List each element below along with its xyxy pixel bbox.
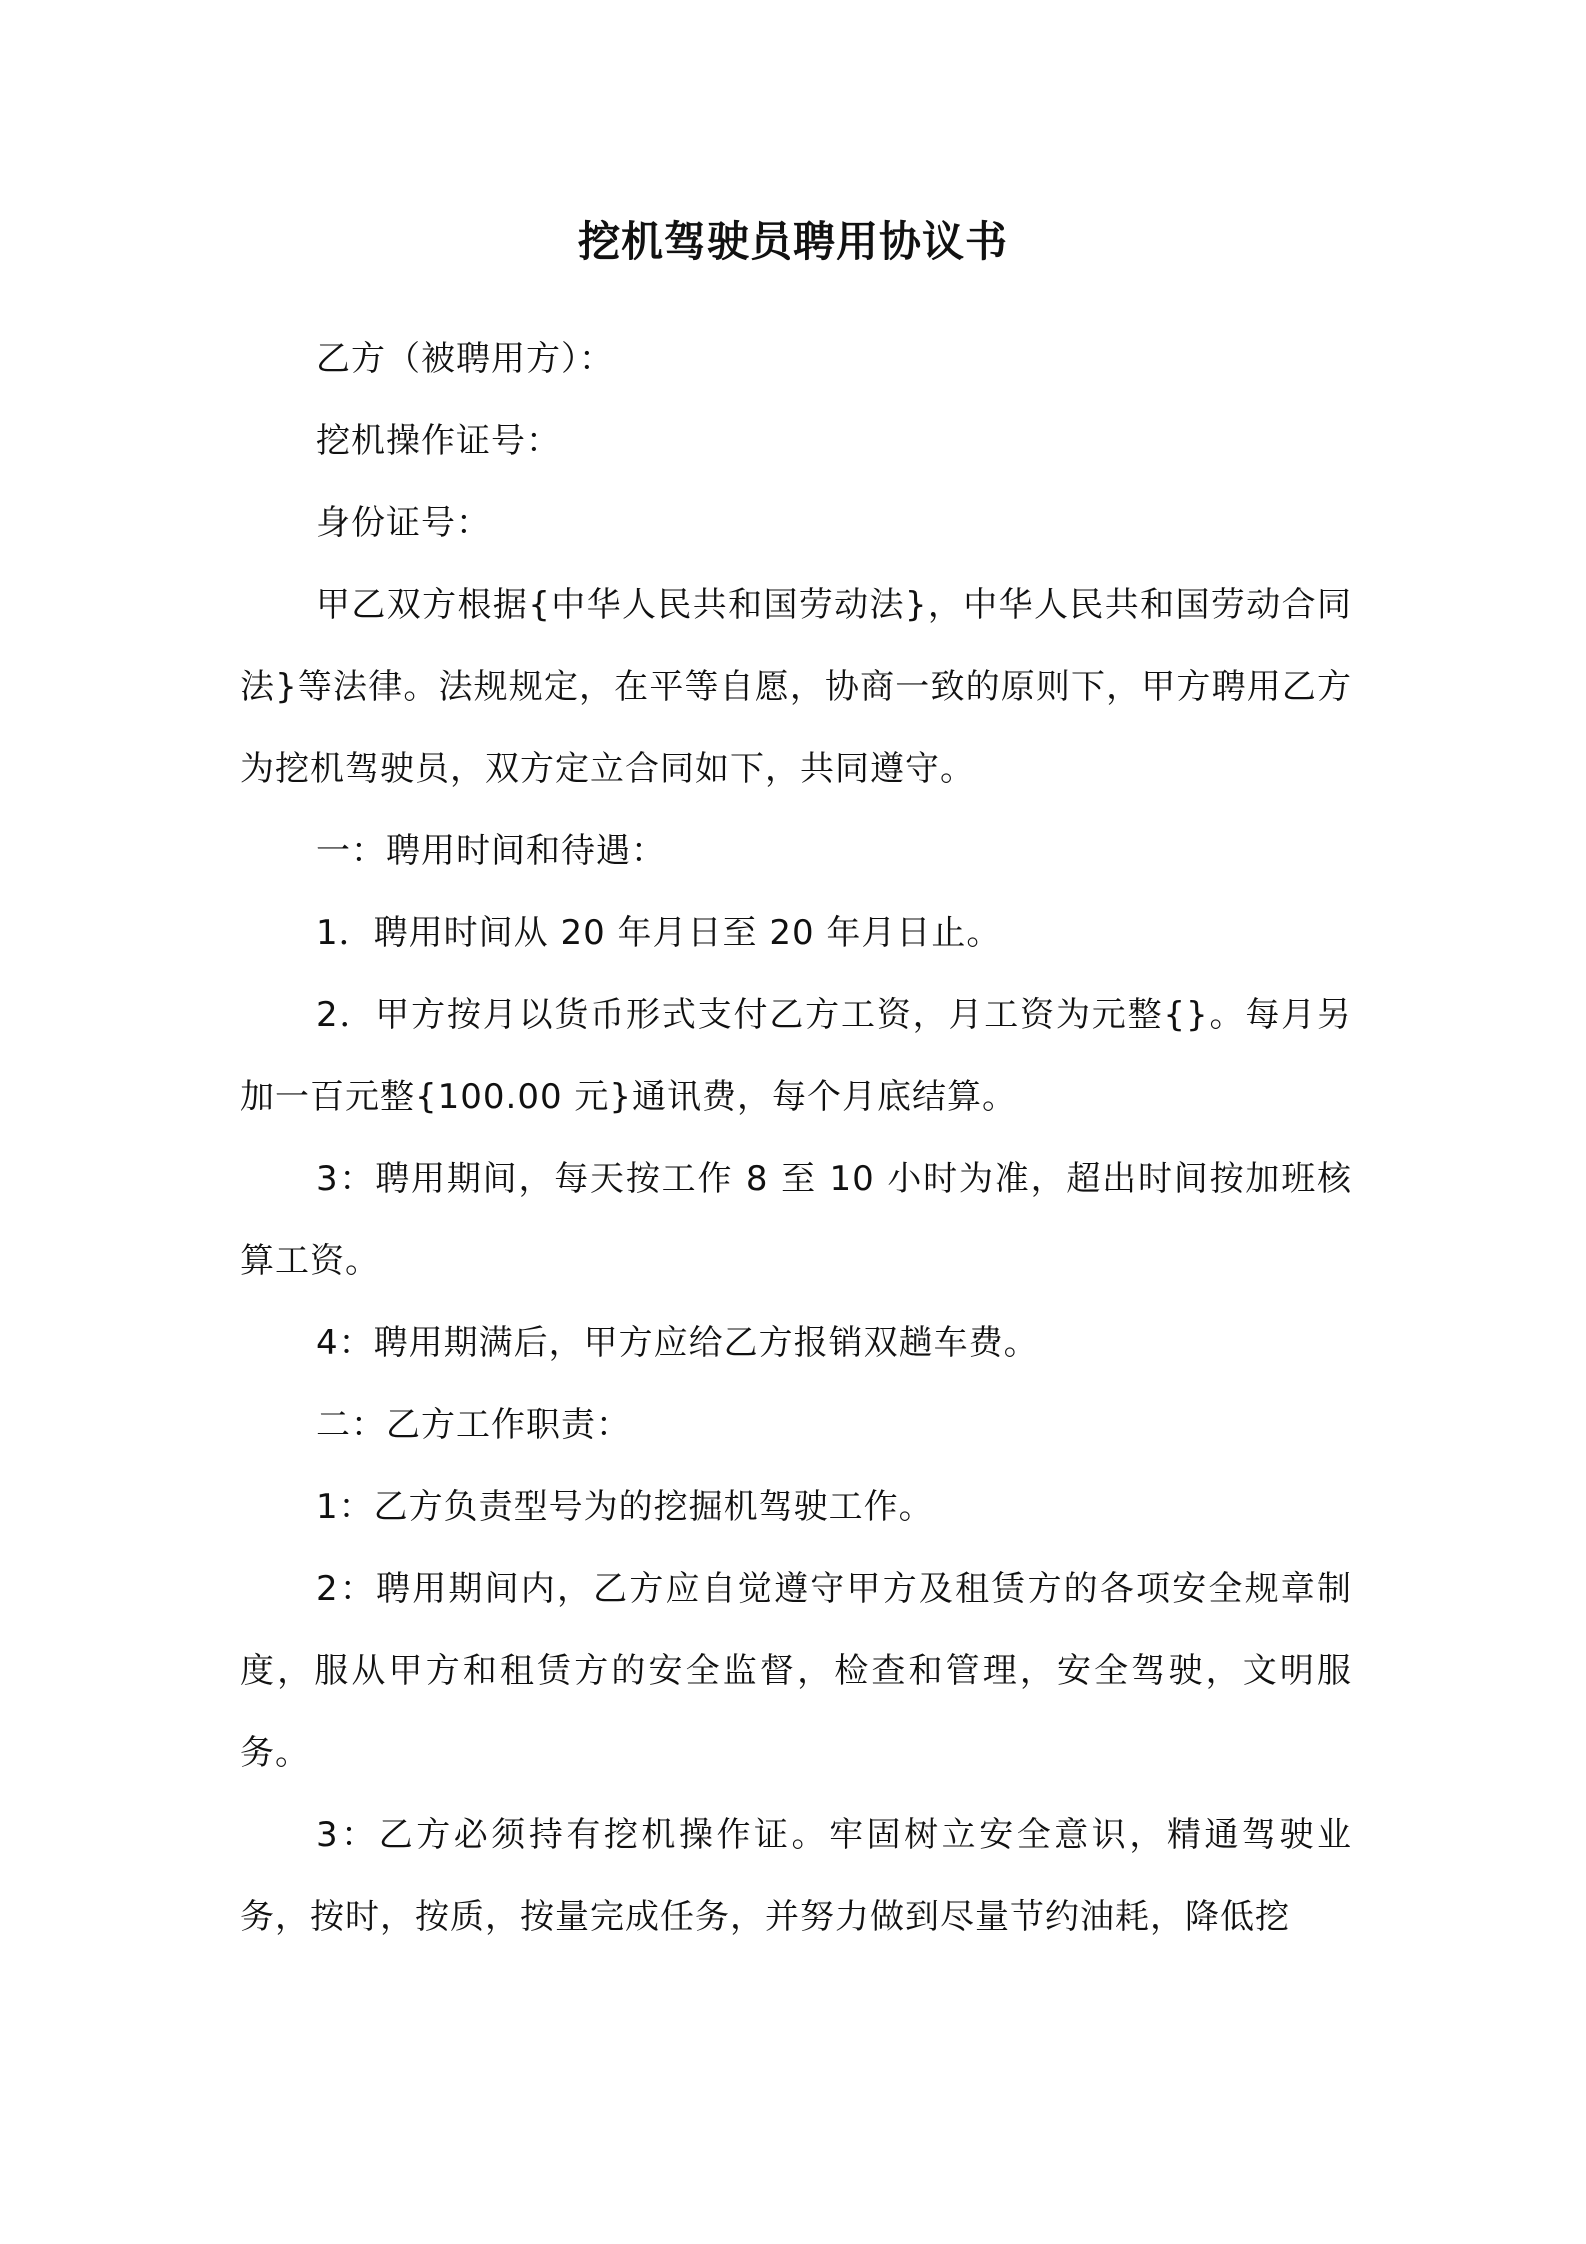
preamble-paragraph: 甲乙双方根据{中华人民共和国劳动法}，中华人民共和国劳动合同法}等法律。法规规定，在平等自愿，协商一致的原则下，甲方聘用乙方为挖机驾驶员，双方定立合同如下，共同遵守。 bbox=[240, 585, 1352, 789]
section-1-heading: 一：聘用时间和待遇： bbox=[316, 831, 666, 871]
id-number-line: 身份证号： bbox=[316, 503, 491, 543]
section-2-heading: 二：乙方工作职责： bbox=[316, 1405, 631, 1445]
section-2-item-3: 3：乙方必须持有挖机操作证。牢固树立安全意识，精通驾驶业务，按时，按质，按量完成任务，并努力做到尽量节约油耗，降低挖 bbox=[240, 1815, 1352, 1937]
section-2-item-2: 2：聘用期间内，乙方应自觉遵守甲方及租赁方的各项安全规章制度，服从甲方和租赁方的安全监督，检查和管理，安全驾驶，文明服务。 bbox=[240, 1569, 1352, 1773]
operator-cert-line: 挖机操作证号： bbox=[316, 421, 561, 461]
section-1-item-4: 4：聘用期满后，甲方应给乙方报销双趟车费。 bbox=[316, 1323, 1039, 1363]
section-1-item-3: 3：聘用期间，每天按工作 8 至 10 小时为准，超出时间按加班核算工资。 bbox=[240, 1159, 1352, 1281]
section-1-item-2: 2．甲方按月以货币形式支付乙方工资，月工资为元整{}。每月另加一百元整{100.00 元}通讯费，每个月底结算。 bbox=[240, 995, 1352, 1117]
document-body bbox=[240, 318, 1352, 1958]
section-1-item-1: 1．聘用时间从 20 年月日至 20 年月日止。 bbox=[316, 913, 1002, 953]
party-b-line: 乙方（被聘用方）： bbox=[316, 339, 614, 379]
section-2-item-1: 1：乙方负责型号为的挖掘机驾驶工作。 bbox=[316, 1487, 934, 1527]
document-title: 挖机驾驶员聘用协议书 bbox=[577, 217, 1008, 266]
